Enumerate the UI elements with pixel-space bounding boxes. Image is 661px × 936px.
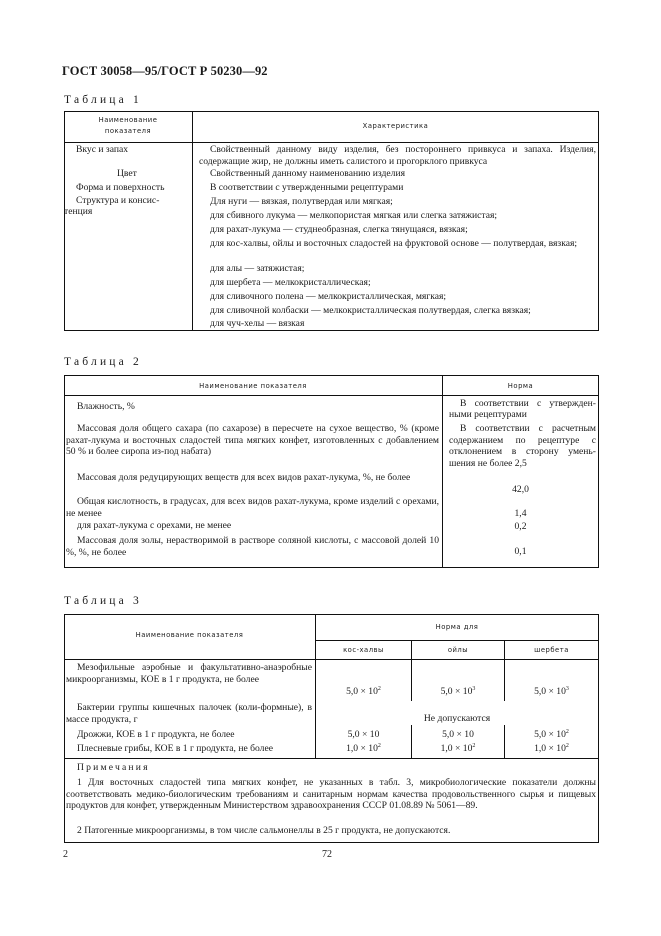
table2-row-value: 1,4 [514, 508, 527, 519]
page-number-center: 72 [322, 849, 332, 860]
table3 [64, 614, 599, 843]
table3-value: $1,0 \times 10^2$ [534, 743, 569, 754]
table3-merged-value: Не допускаются [423, 713, 491, 724]
table2-header-name: Наименование показателя [199, 382, 307, 390]
table3-value: $5,0 \times 10^3$ [534, 686, 569, 697]
table1-row-name: Цвет [117, 168, 137, 179]
document-header: ГОСТ 30058—95/ГОСТ Р 50230—92 [62, 64, 268, 78]
table1-header-value: Характеристика [362, 122, 429, 130]
table2-row-name: Массовая доля золы, нерастворимой в растворе соляной кислоты, с массовой долей 10 %, %, не более [66, 535, 439, 558]
table1-row-value: для кос-халвы, ойлы и восточных сладостей на фруктовой основе — полутвердая, вязкая; [210, 238, 578, 249]
table2 [64, 375, 599, 568]
table1-row-name: Вкус и запах [76, 144, 129, 155]
table3-row-name: Мезофильные аэробные и факультативно-анаэробные микроорганизмы, КОЕ в 1 г продукта, не более [66, 662, 312, 685]
table1-row-value: Свойственный данному наименованию изделия [210, 168, 406, 179]
table1-row-value: для чуч-хелы — вязкая [210, 318, 305, 329]
table3-row-name: Дрожжи, КОЕ в 1 г продукта, не более [77, 729, 235, 740]
table2-row-name: Массовая доля общего сахара (по сахарозе) в пересчете на сухое вещество, % (кроме рахат-лукума и восточных сладостей типа мягких конфет, изготовленных с добавлением 50 % и более сиропа из-под набата) [66, 423, 439, 458]
table3-value: $5,0 \times 10^2$ [346, 686, 381, 697]
table1-row-value: для сливочной колбаски — мелкокристаллическая полутвердая, слегка вязкая; [210, 305, 531, 316]
table3-subheader: шербета [534, 646, 569, 654]
table2-row-value: 42,0 [512, 484, 529, 495]
table3-value: $5,0 \times 10^2$ [534, 729, 569, 740]
table3-subheader: ойлы [447, 646, 469, 654]
page-number-left: 2 [63, 849, 68, 860]
table1-row-value: для рахат-лукума — студнеобразная, слегка тянущаяся, вязкая; [210, 224, 468, 235]
table3-row-name: Плесневые грибы, КОЕ в 1 г продукта, не более [77, 743, 273, 754]
table3-value: 5,0 × 10 [442, 729, 474, 740]
table3-subheader: кос-халвы [343, 646, 384, 654]
note-2: 2 Патогенные микроорганизмы, в том числе сальмонеллы в 25 г продукта, не допускаются. [77, 825, 451, 836]
table1-row-value: для алы — затяжистая; [210, 263, 305, 274]
table1-row-name: Форма и поверхность [76, 182, 165, 193]
table3-value: $5,0 \times 10^3$ [440, 686, 476, 697]
table1 [64, 111, 599, 331]
table3-caption: Таблица 3 [64, 595, 142, 607]
table2-row-value: 0,2 [514, 521, 527, 532]
table3-value: $1,0 \times 10^2$ [346, 743, 381, 754]
notes-title: Примечания [77, 762, 150, 773]
table2-row-name: Массовая доля редуцирующих веществ для всех видов рахат-лукума, %, не более [77, 472, 411, 483]
table2-row-value: В соответствии с расчетным содержанием по рецептуре с отклонением в сторону умень-шения не более 2,5 [449, 423, 596, 469]
table2-row-name: для рахат-лукума с орехами, не менее [77, 520, 232, 531]
table2-row-value: 0,1 [514, 546, 527, 557]
table3-value: $1,0 \times 10^2$ [440, 743, 476, 754]
table1-row-value: В соответствии с утвержденными рецептурами [210, 182, 404, 193]
note-1: 1 Для восточных сладостей типа мягких конфет, не указанных в табл. 3, микробиологические показатели должны соответствовать медико-биологическим требованиям и санитарным нормам качества продовольственного сырья и пищевых продуктов для конфет, утвержденным Министерством здравоохранения СССР 01.08.89 № 5061—89. [66, 777, 596, 812]
table2-header-norm: Норма [507, 382, 534, 390]
table1-row-value: Для нуги — вязкая, полутвердая или мягкая; [210, 196, 393, 207]
table3-header-name: Наименование показателя [135, 631, 244, 639]
table1-row-value: для шербета — мелкокристаллическая; [210, 277, 371, 288]
table1-header-name: Наименование показателя [98, 116, 158, 135]
table3-header-group: Норма для [435, 623, 479, 631]
table1-row-value: для сливочного полена — мелкокристаллическая, мягкая; [210, 291, 447, 302]
table1-row-name: Структура и консис- тенция [64, 195, 160, 217]
table2-row-value: В соответствии с утвержден-ными рецептурами [449, 398, 596, 420]
table1-row-value: Свойственный данному виду изделия, без постороннего привкуса и запаха. Изделия, содержащие жир, не должны иметь салистого и прогорклого привкуса [199, 144, 596, 167]
table2-caption: Таблица 2 [64, 356, 142, 368]
table1-row-value: для сбивного лукума — мелкопористая мягкая или слегка затяжистая; [210, 210, 498, 221]
table2-row-name: Общая кислотность, в градусах, для всех видов рахат-лукума, кроме изделий с орехами, не менее [66, 496, 439, 519]
table1-caption: Таблица 1 [64, 94, 142, 106]
table3-row-name: Бактерии группы кишечных палочек (коли-формные), в массе продукта, г [66, 702, 312, 725]
table3-value: 5,0 × 10 [347, 729, 380, 740]
table2-row-name: Влажность, % [77, 401, 135, 412]
